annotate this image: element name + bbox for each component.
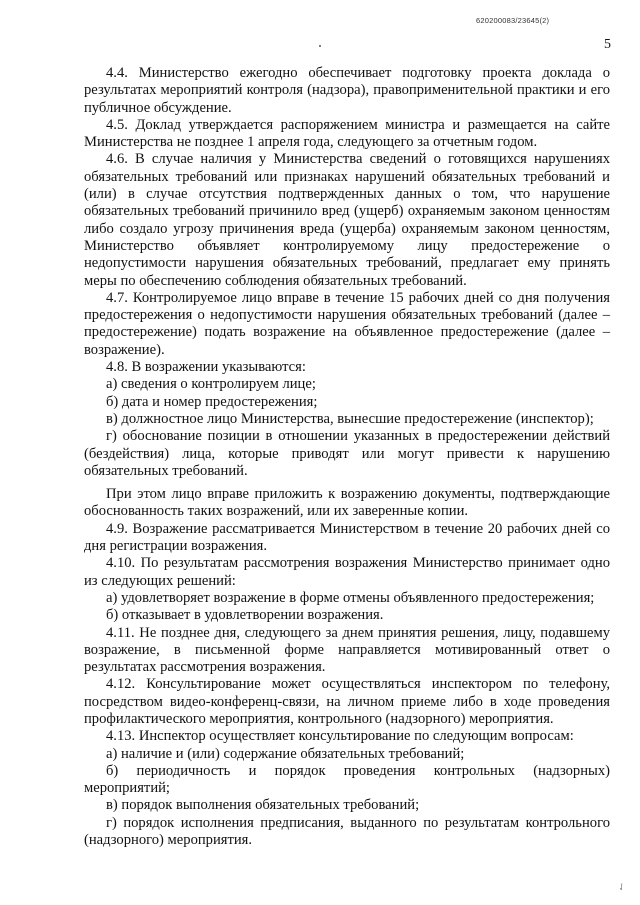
list-item-4-10-b: б) отказывает в удовлетворении возражения. [106, 607, 384, 624]
paragraph-4-6: 4.6. В случае наличия у Министерства сведений о готовящихся нарушениях обязательных требований или признаках нарушений обязательных требований и (или) в случае отсутствия подтвержденных данных о том, что нарушение обязательных требований причинило вред (ущерб) охраняемым законом ценностям либо создало угрозу причинения вреда (ущерба) охраняемым законом ценностям, Министерство объявляет контролируемому лицу предостережение о недопустимости нарушения обязательных требований, предлагает ему принять меры по обеспечению соблюдения обязательных требований. [84, 151, 610, 289]
list-item-4-13-a: а) наличие и (или) содержание обязательных требований; [106, 745, 465, 762]
list-item-4-10-a: а) удовлетворяет возражение в форме отмены объявленного предостережения; [106, 589, 595, 606]
list-item-4-8-a: а) сведения о контролируем лице; [106, 376, 316, 393]
paragraph-4-10: 4.10. По результатам рассмотрения возражения Министерство принимает одно из следующих решений: [84, 555, 610, 589]
list-item-4-13-b: б) периодичность и порядок проведения контрольных (надзорных) мероприятий; [84, 762, 610, 797]
paragraph-4-11: 4.11. Не позднее дня, следующего за днем принятия решения, лицу, подавшему возражение, в письменной форме направляется мотивированный ответ о результатах рассмотрения возражения. [84, 624, 610, 676]
dot-mark [319, 45, 321, 47]
document-id: 620200083/23645(2) [476, 16, 550, 25]
document-body [84, 65, 610, 849]
list-item-4-8-v: в) должностное лицо Министерства, вынесшие предостережение (инспектор); [106, 410, 594, 427]
paragraph-4-7: 4.7. Контролируемое лицо вправе в течение 15 рабочих дней со дня получения предостережения о недопустимости нарушения обязательных требований (далее – предостережение) подать возражение на объявленное предостережение (далее – возражение). [84, 289, 610, 358]
paragraph-4-8: 4.8. В возражении указываются: [106, 359, 306, 376]
paragraph-4-5: 4.5. Доклад утверждается распоряжением министра и размещается на сайте Министерства не позднее 1 апреля года, следующего за отчетным годом. [84, 116, 610, 151]
list-item-4-8-b: б) дата и номер предостережения; [106, 393, 318, 410]
page-number: 5 [604, 37, 611, 52]
list-item-4-8-g: г) обоснование позиции в отношении указанных в предостережении действий (бездействия) лица, которые приводят или могут привести к нарушению обязательных требований. [84, 428, 610, 479]
paragraph-4-9: 4.9. Возражение рассматривается Министерством в течение 20 рабочих дней со дня регистрации возражения. [84, 520, 610, 555]
scan-mark: ✓ [615, 880, 629, 895]
paragraph-4-12: 4.12. Консультирование может осуществляться инспектором по телефону, посредством видео-конференц-связи, на личном приеме либо в ходе проведения профилактического мероприятия, контрольного (надзорного) мероприятия. [84, 676, 610, 727]
paragraph-4-13: 4.13. Инспектор осуществляет консультирование по следующим вопросам: [106, 728, 574, 745]
list-item-4-13-v: в) порядок выполнения обязательных требований; [106, 797, 420, 814]
list-item-4-13-g: г) порядок исполнения предписания, выданного по результатам контрольного (надзорного) мероприятия. [84, 814, 610, 849]
paragraph-attachments: При этом лицо вправе приложить к возражению документы, подтверждающие обоснованность таких возражений, или их заверенные копии. [84, 486, 610, 520]
paragraph-4-4: 4.4. Министерство ежегодно обеспечивает подготовку проекта доклада о результатах мероприятий контроля (надзора), правоприменительной практики и его публичное обсуждение. [84, 65, 610, 116]
